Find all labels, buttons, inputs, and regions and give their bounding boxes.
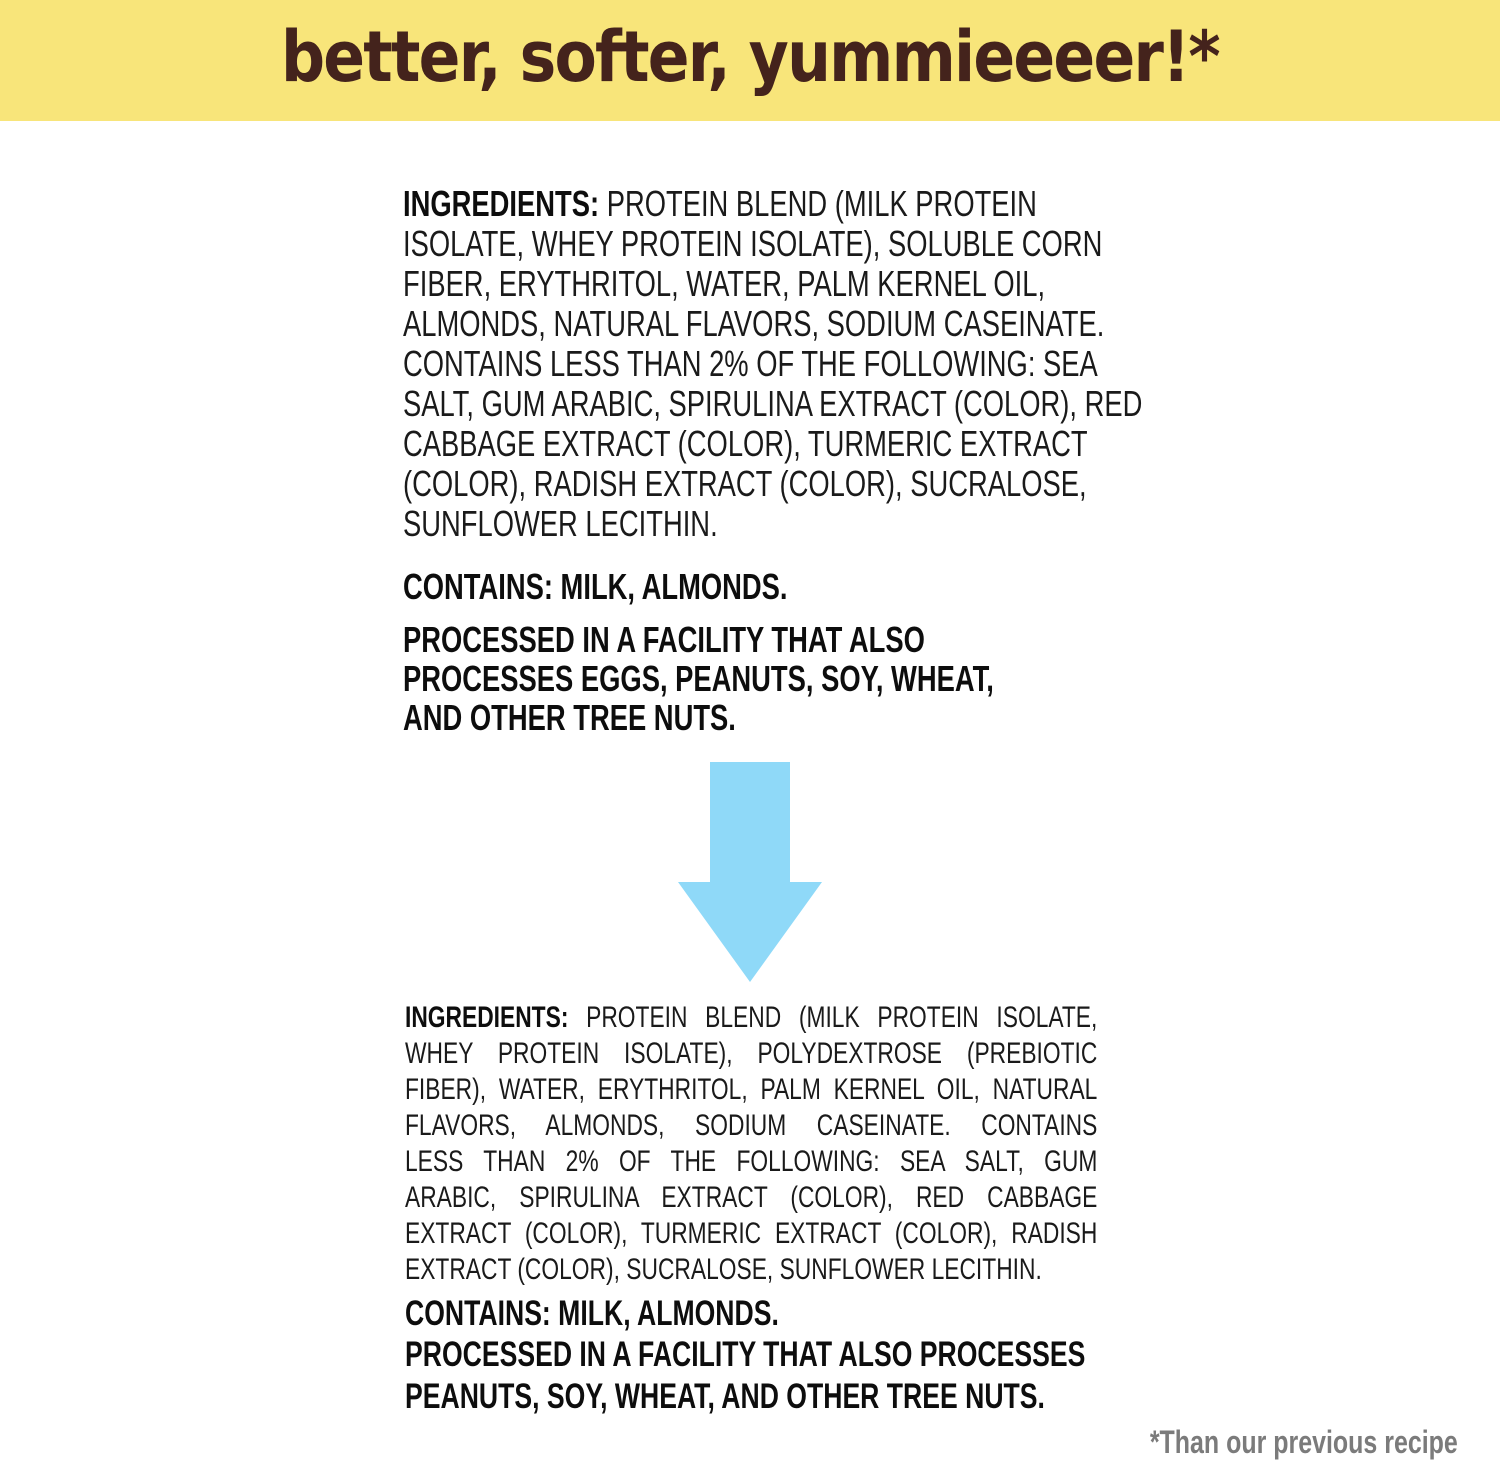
ingredients-first-line-rest: PROTEIN BLEND (MILK PROTEIN xyxy=(599,183,1037,224)
new-ingredients-label xyxy=(405,1000,1316,1418)
text-line: EXTRACT (COLOR), SUCRALOSE, SUNFLOWER LECITHIN. xyxy=(405,1253,1042,1286)
footnote xyxy=(1063,1424,1458,1461)
text-line: PROCESSED IN A FACILITY THAT ALSO PROCESSES xyxy=(405,1335,1086,1374)
banner xyxy=(0,0,1500,121)
text-line: (COLOR), RADISH EXTRACT (COLOR), SUCRALOSE, xyxy=(403,463,1087,504)
text-line: PROCESSED IN A FACILITY THAT ALSO xyxy=(403,619,925,660)
old-contains-statement: CONTAINS: MILK, ALMONDS. xyxy=(403,566,788,607)
new-contains-statement: CONTAINS: MILK, ALMONDS. xyxy=(405,1294,779,1333)
new-facility-statement xyxy=(405,1334,1097,1418)
text-line: FIBER, ERYTHRITOL, WATER, PALM KERNEL OIL, xyxy=(403,263,1046,304)
ingredients-heading: INGREDIENTS: xyxy=(403,183,600,224)
footnote-text: *Than our previous recipe xyxy=(1150,1424,1458,1460)
text-line: SALT, GUM ARABIC, SPIRULINA EXTRACT (COLOR), RED xyxy=(403,383,1143,424)
banner-title: better, softer, yummieeeer!* xyxy=(281,15,1219,98)
text-line: WHEY PROTEIN ISOLATE), POLYDEXTROSE (PREBIOTIC xyxy=(405,1037,1098,1070)
ingredients-heading: INGREDIENTS: xyxy=(405,1001,569,1034)
down-arrow-shape xyxy=(678,762,822,982)
down-arrow-icon xyxy=(660,762,840,984)
old-ingredients-paragraph xyxy=(403,223,1143,544)
old-ingredients-text xyxy=(403,183,1143,738)
ingredients-first-line-rest: PROTEIN BLEND (MILK PROTEIN ISOLATE, xyxy=(568,1001,1098,1034)
text-line: CONTAINS LESS THAN 2% OF THE FOLLOWING: SEA xyxy=(403,343,1098,384)
text-line: AND OTHER TREE NUTS. xyxy=(403,697,736,738)
text-line: ISOLATE, WHEY PROTEIN ISOLATE), SOLUBLE CORN xyxy=(403,223,1103,264)
text-line: ALMONDS, NATURAL FLAVORS, SODIUM CASEINATE. xyxy=(403,303,1105,344)
text-line: SUNFLOWER LECITHIN. xyxy=(403,503,718,544)
text-line: PEANUTS, SOY, WHEAT, AND OTHER TREE NUTS. xyxy=(405,1377,1045,1416)
old-ingredients-label xyxy=(403,184,1303,737)
ingredients-first-line xyxy=(403,184,1087,224)
text-line: FIBER), WATER, ERYTHRITOL, PALM KERNEL OIL, NATURAL xyxy=(405,1073,1098,1106)
text-line: PROCESSES EGGS, PEANUTS, SOY, WHEAT, xyxy=(403,658,994,699)
new-ingredients-text xyxy=(405,1000,1097,1418)
old-facility-statement xyxy=(403,620,1087,737)
text-line: ARABIC, SPIRULINA EXTRACT (COLOR), RED CABBAGE xyxy=(405,1181,1098,1214)
ingredients-first-line xyxy=(405,1000,1097,1036)
text-line: LESS THAN 2% OF THE FOLLOWING: SEA SALT, GUM xyxy=(405,1145,1098,1178)
new-ingredients-paragraph xyxy=(405,1036,1097,1288)
text-line: FLAVORS, ALMONDS, SODIUM CASEINATE. CONTAINS xyxy=(405,1109,1098,1142)
text-line: CABBAGE EXTRACT (COLOR), TURMERIC EXTRACT xyxy=(403,423,1088,464)
text-line: EXTRACT (COLOR), TURMERIC EXTRACT (COLOR), RADISH xyxy=(405,1217,1098,1250)
